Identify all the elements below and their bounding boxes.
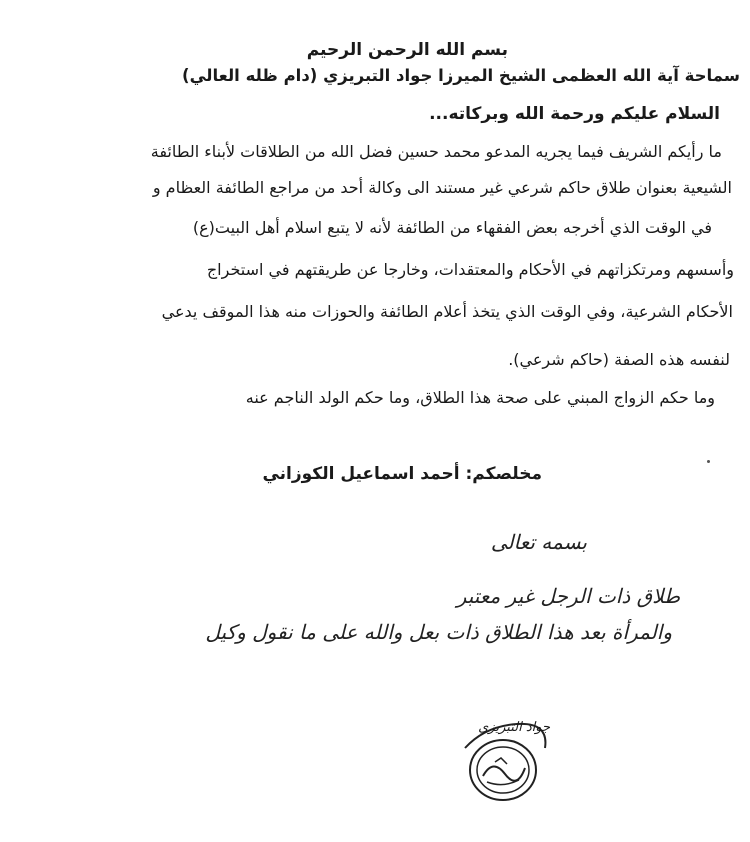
question-line: وأسسهم ومرتكزاتهم في الأحكام والمعتقدات، وخارجا عن طريقتهم في استخراج bbox=[206, 260, 734, 279]
question-line: لنفسه هذه الصفة (حاكم شرعي). bbox=[508, 350, 730, 369]
answer-line: والمرأة بعد هذا الطلاق ذات بعل والله على ما نقول وكيل bbox=[205, 620, 672, 644]
basmala-heading: بسم الله الرحمن الرحيم bbox=[306, 40, 508, 60]
question-line: الشيعية بعنوان طلاق حاكم شرعي غير مستند الى وكالة أحد من مراجع الطائفة العظام و bbox=[152, 178, 732, 197]
question-line: وما حكم الزواج المبني على صحة هذا الطلاق، وما حكم الولد الناجم عنه bbox=[245, 388, 715, 407]
question-line: في الوقت الذي أخرجه بعض الفقهاء من الطائفة لأنه لا يتبع اسلام أهل البيت(ع) bbox=[192, 218, 712, 237]
answer-line: طلاق ذات الرجل غير معتبر bbox=[456, 584, 680, 608]
seal-inscription: جواد التبريزي bbox=[478, 720, 550, 735]
paper-speck bbox=[707, 460, 710, 463]
question-line: ما رأيكم الشريف فيما يجريه المدعو محمد حسين فضل الله من الطلاقات لأبناء الطائفة bbox=[150, 142, 722, 161]
question-line: الأحكام الشرعية، وفي الوقت الذي يتخذ أعلام الطائفة والحوزات منه هذا الموقف يدعي bbox=[161, 302, 733, 321]
answer-line: بسمه تعالى bbox=[490, 530, 587, 554]
addressee-line: سماحة آية الله العظمى الشيخ الميرزا جواد التبريزي (دام ظله العالي) bbox=[182, 66, 740, 85]
sender-signature: مخلصكم: أحمد اسماعيل الكوزاني bbox=[262, 464, 542, 484]
greeting-line: السلام عليكم ورحمة الله وبركاته... bbox=[429, 104, 720, 124]
